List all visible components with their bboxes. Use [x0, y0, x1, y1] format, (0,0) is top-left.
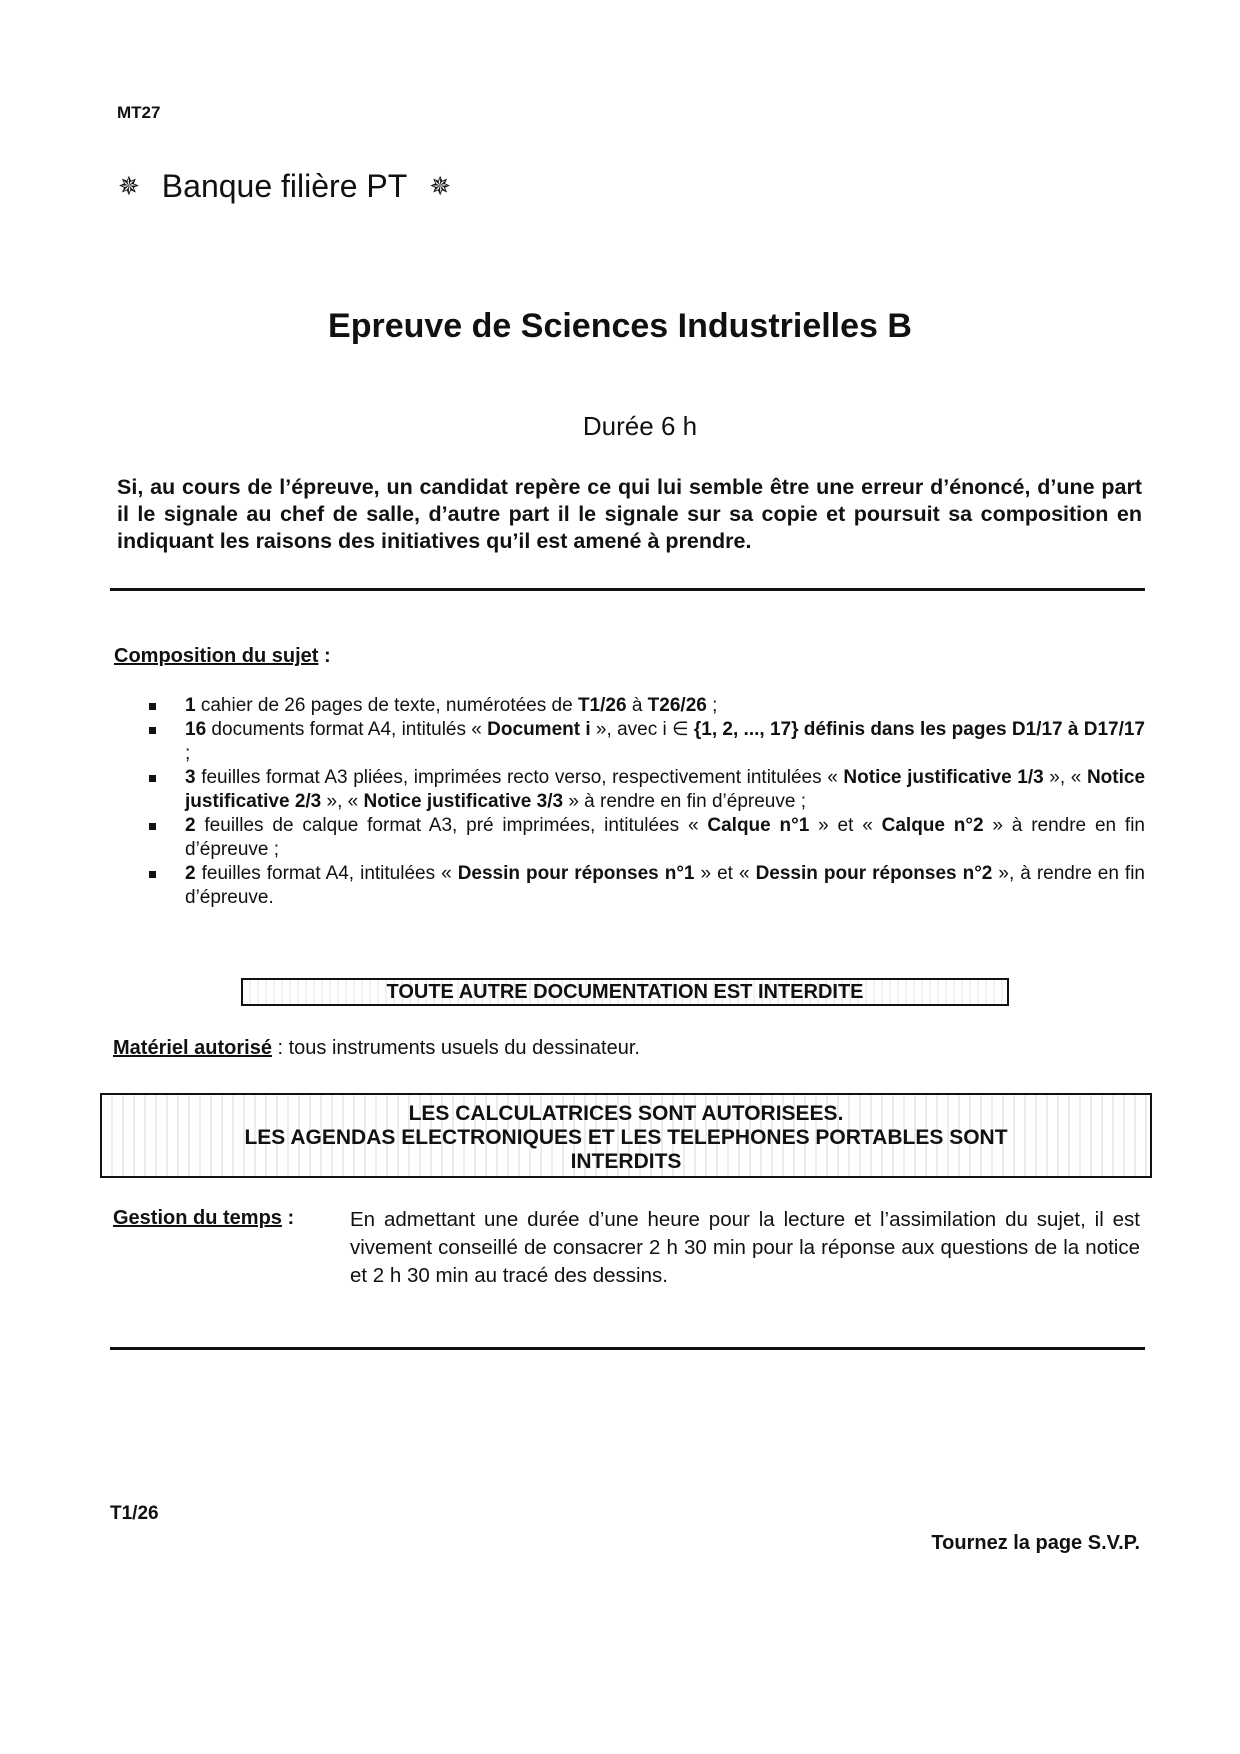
list-item [145, 694, 1145, 718]
item-bold: T26/26 [647, 695, 707, 716]
composition-heading [114, 645, 331, 668]
turn-page-note: Tournez la page S.V.P. [931, 1532, 1140, 1554]
item-text: cahier de 26 pages de texte, numérotées de [195, 695, 578, 716]
bank-heading [118, 168, 451, 205]
item-text: feuilles de calque format A3, pré imprimées, intitulées « [195, 815, 708, 836]
item-bold: Notice justificative 3/3 [363, 791, 564, 812]
item-text: » et « [809, 815, 882, 836]
list-item [145, 862, 1145, 910]
documentation-forbidden-notice: TOUTE AUTRE DOCUMENTATION EST INTERDITE [241, 978, 1009, 1006]
item-bold: Notice justificative 2/3 [185, 767, 1146, 812]
item-text: à [626, 695, 648, 716]
item-text: » à rendre en fin d’épreuve ; [563, 791, 806, 812]
page-number: T1/26 [110, 1503, 159, 1524]
star-icon: ✵ [429, 171, 452, 201]
item-count: 16 [185, 719, 207, 740]
gestion-colon: : [281, 1207, 295, 1229]
item-bold: Dessin pour réponses n°1 [457, 863, 695, 884]
item-bold: Document i [487, 719, 591, 740]
composition-title: Composition du sujet [114, 645, 319, 667]
item-text: », à rendre en fin d’épreuve. [185, 863, 1146, 908]
composition-title-suffix: : [318, 645, 331, 667]
item-text: », « [1043, 767, 1087, 788]
item-text: feuilles format A4, intitulées « [195, 863, 458, 884]
star-icon: ✵ [118, 171, 140, 201]
item-bold: Calque n°1 [707, 815, 810, 836]
item-count: 3 [185, 767, 196, 788]
calculator-line-1: LES CALCULATRICES SONT AUTORISEES. [408, 1102, 844, 1125]
calculator-notice-box [100, 1093, 1152, 1178]
error-warning-paragraph: Si, au cours de l’épreuve, un candidat repère ce qui lui semble être une erreur d’énoncé, d’une part il le signale au chef de salle, d’autre part il le signale sur sa copie et poursuit sa composition en indiquant les raisons des initiatives qu’il est amené à prendre. [117, 475, 1142, 553]
materiel-line [113, 1037, 640, 1060]
item-count: 1 [185, 695, 196, 716]
item-text: ; [185, 743, 191, 764]
item-text: ; [706, 695, 718, 716]
item-bold: Dessin pour réponses n°2 [755, 863, 993, 884]
exam-title: Epreuve de Sciences Industrielles B [328, 307, 912, 345]
item-bold: {1, 2, ..., 17} définis dans les pages D1/17 à D17/17 [693, 719, 1145, 740]
item-bold: Notice justificative 1/3 [843, 767, 1044, 788]
item-count: 2 [185, 815, 196, 836]
exam-code: MT27 [117, 103, 161, 122]
item-count: 2 [185, 863, 196, 884]
composition-list [145, 694, 1145, 910]
gestion-heading [113, 1207, 294, 1230]
list-item [145, 814, 1145, 862]
list-item [145, 718, 1145, 766]
gestion-label: Gestion du temps [113, 1207, 282, 1229]
item-text: », avec i ∈ [590, 719, 694, 740]
item-text: » à rendre en fin d’épreuve ; [185, 815, 1145, 860]
gestion-text: En admettant une durée d’une heure pour la lecture et l’assimilation du sujet, il est vivement conseillé de consacrer 2 h 30 min pour la réponse aux questions de la notice et 2 h 30 min au tracé des dessins. [350, 1208, 1140, 1287]
item-bold: T1/26 [577, 695, 627, 716]
item-text: feuilles format A3 pliées, imprimées recto verso, respectivement intitulées « [195, 767, 844, 788]
bank-title: Banque filière PT [161, 168, 408, 204]
horizontal-divider [110, 1347, 1145, 1350]
horizontal-divider [110, 588, 1145, 591]
exam-duration: Durée 6 h [582, 411, 698, 441]
item-text: documents format A4, intitulés « [206, 719, 488, 740]
list-item [145, 766, 1145, 814]
materiel-text: : tous instruments usuels du dessinateur. [271, 1037, 640, 1059]
item-text: » et « [694, 863, 756, 884]
calculator-line-3: INTERDITS [570, 1150, 682, 1173]
item-bold: Calque n°2 [881, 815, 984, 836]
materiel-label: Matériel autorisé [113, 1037, 272, 1059]
item-text: », « [321, 791, 364, 812]
calculator-line-2: LES AGENDAS ELECTRONIQUES ET LES TELEPHONES PORTABLES SONT [244, 1126, 1008, 1149]
